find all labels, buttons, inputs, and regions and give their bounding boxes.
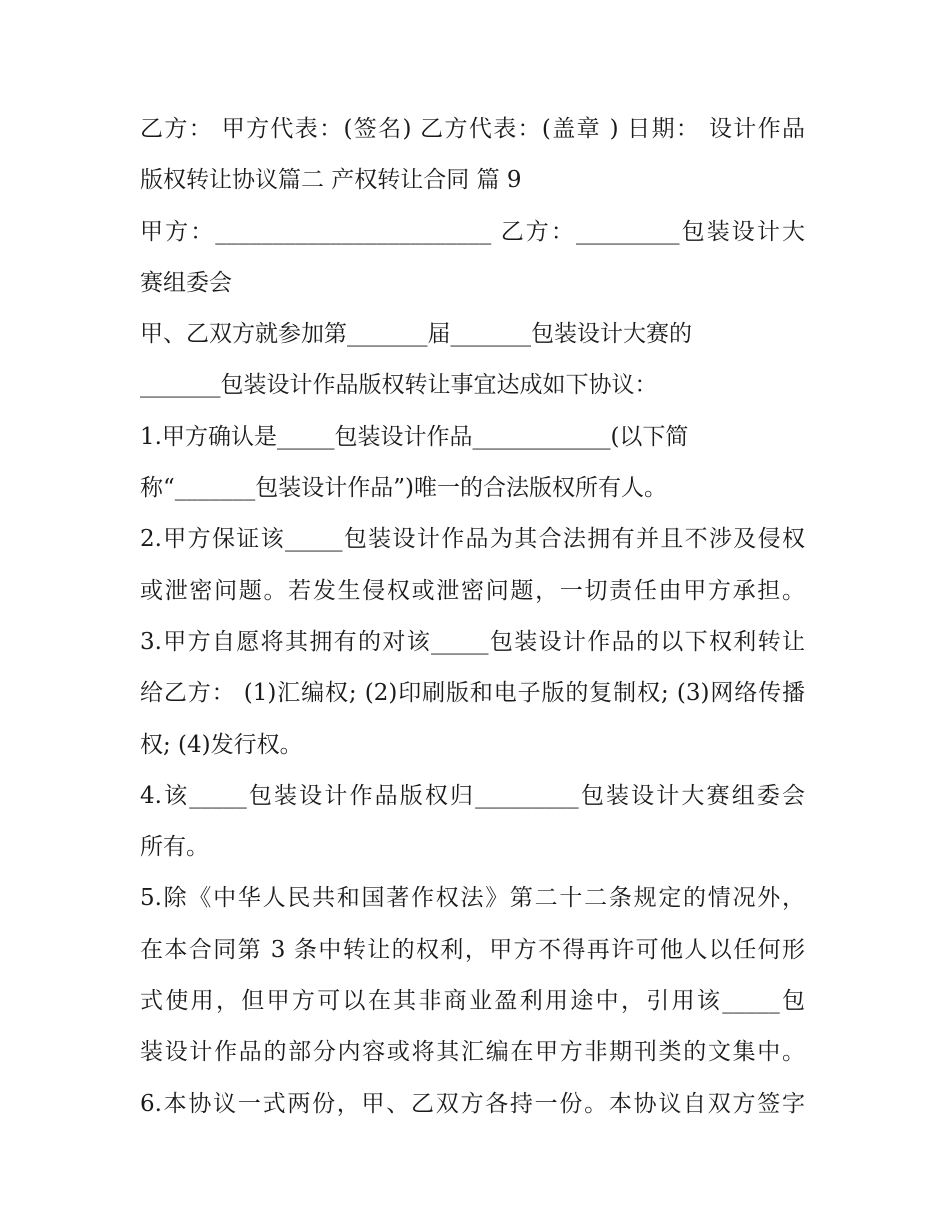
text-line-8: 称“_______包装设计作品”)唯一的合法版权所有人。: [140, 475, 667, 502]
text-line-10: 或泄密问题。若发生侵权或泄密问题，一切责任由甲方承担。: [140, 577, 805, 604]
document-body: [140, 104, 812, 1130]
text-line-15: 所有。: [140, 834, 209, 861]
text-line-17: 在本合同第 3 条中转让的权利，甲方不得再许可他人以任何形: [140, 936, 805, 963]
text-line-20: 6.本协议一式两份，甲、乙双方各持一份。本协议自双方签字: [140, 1090, 805, 1117]
text-line-11: 3.甲方自愿将其拥有的对该_____包装设计作品的以下权利转让: [140, 628, 805, 655]
text-line-1: 乙方： 甲方代表：(签名) 乙方代表：(盖章 ) 日期： 设计作品: [140, 116, 805, 142]
text-line-9: 2.甲方保证该_____包装设计作品为其合法拥有并且不涉及侵权: [140, 526, 805, 553]
text-line-4: 赛组委会: [140, 269, 232, 296]
text-line-3: 甲方：________________________ 乙方：_________包装设计大: [140, 218, 805, 245]
text-line-7: 1.甲方确认是_____包装设计作品____________(以下简: [140, 423, 689, 450]
text-line-14: 4.该_____包装设计作品版权归_________包装设计大赛组委会: [140, 782, 805, 809]
text-line-5: 甲、乙双方就参加第_______届_______包装设计大赛的: [140, 321, 692, 348]
text-line-2: 版权转让协议篇二 产权转让合同 篇 9: [140, 167, 522, 194]
text-line-16: 5.除《中华人民共和国著作权法》第二十二条规定的情况外，: [140, 885, 805, 912]
text-line-18: 式使用，但甲方可以在其非商业盈利用途中，引用该_____包: [140, 988, 805, 1015]
text-line-19: 装设计作品的部分内容或将其汇编在甲方非期刊类的文集中。: [140, 1039, 805, 1066]
text-line-6: _______包装设计作品版权转让事宜达成如下协议：: [140, 372, 658, 399]
text-line-13: 权; (4)发行权。: [140, 731, 303, 758]
text-line-12: 给乙方： (1)汇编权; (2)印刷版和电子版的复制权; (3)网络传播: [140, 680, 805, 707]
